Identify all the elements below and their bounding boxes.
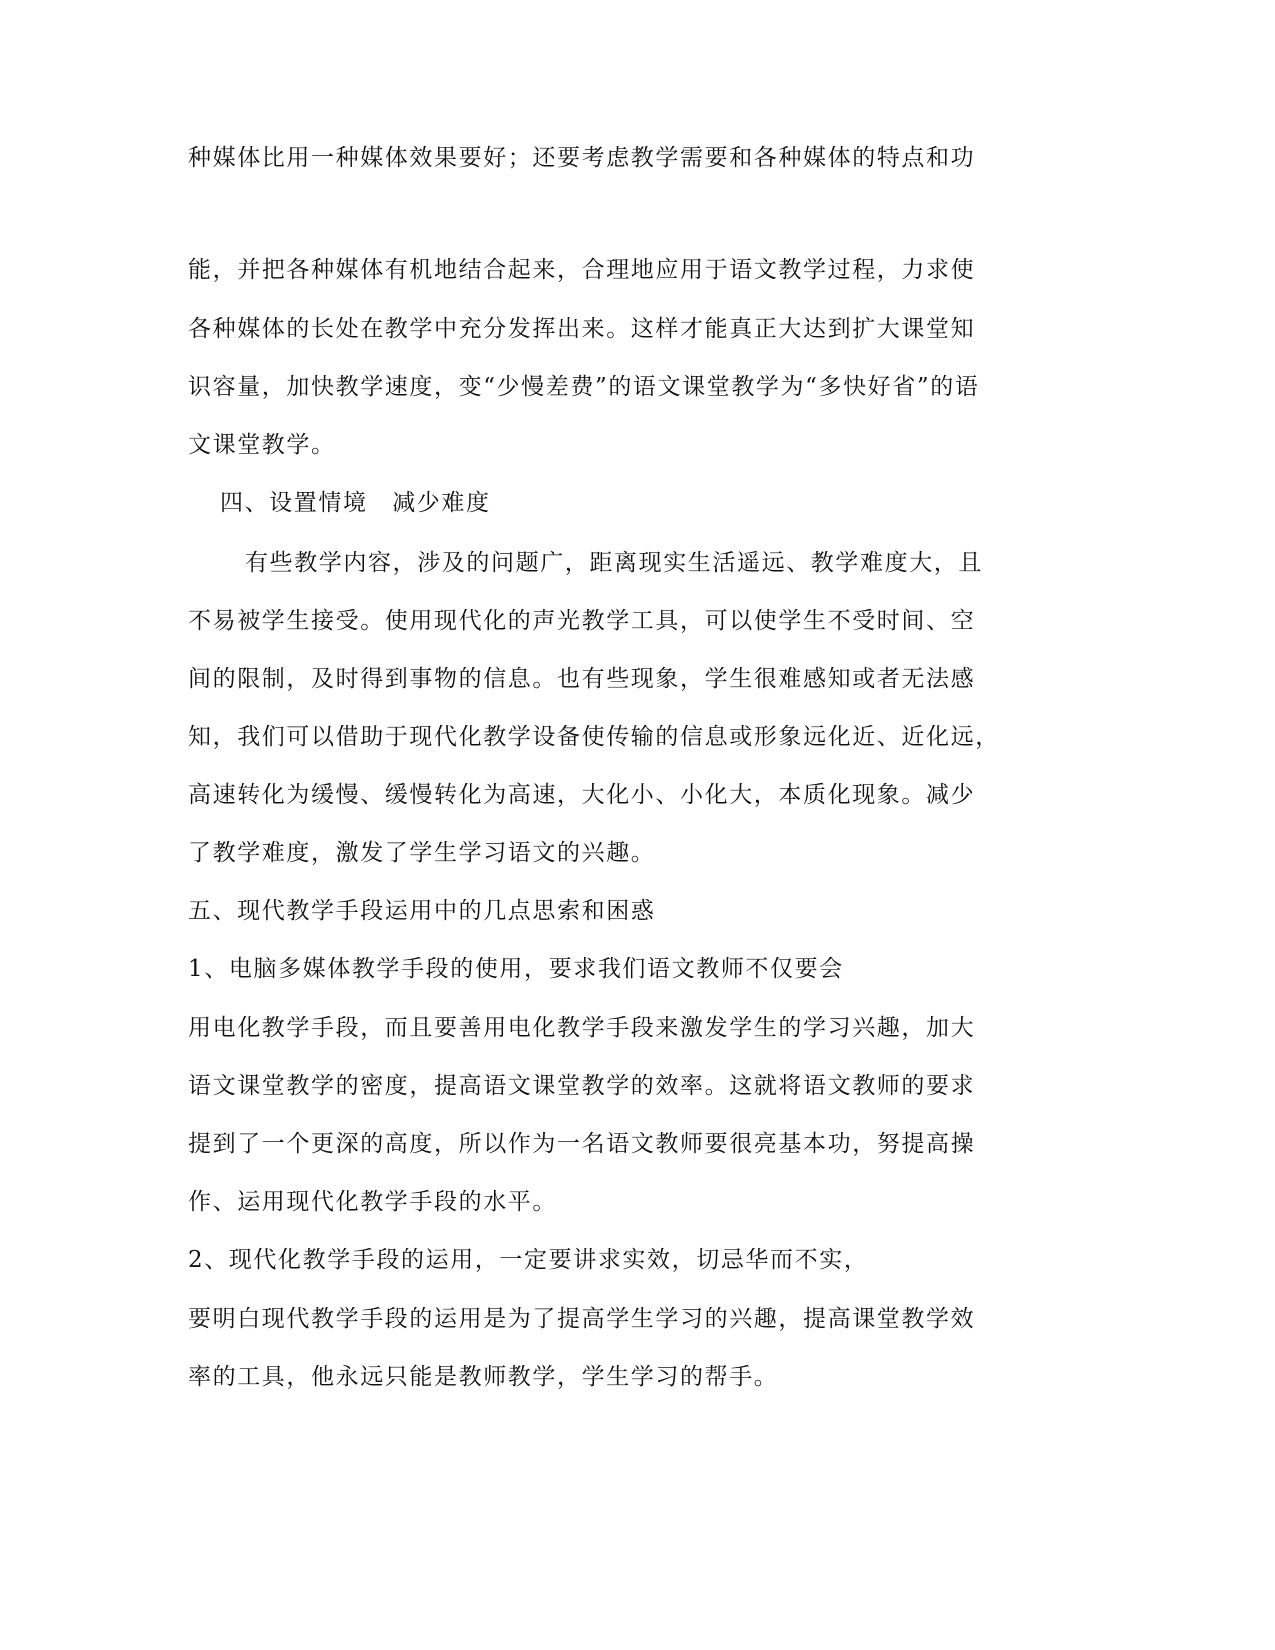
text-line-8: 不易被学生接受。使用现代化的声光教学工具，可以使学生不受时间、空 [188, 608, 976, 634]
text-line-12: 了教学难度，激发了学生学习语文的兴趣。 [188, 840, 656, 866]
text-line-20: 要明白现代教学手段的运用是为了提高学生学习的兴趣，提高课堂教学效 [188, 1306, 976, 1332]
section-heading-5: 五、现代教学手段运用中的几点思索和困惑 [188, 898, 656, 924]
text-line-11: 高速转化为缓慢、缓慢转化为高速，大化小、小化大，本质化现象。减少 [188, 782, 976, 808]
text-line-2: 能，并把各种媒体有机地结合起来，合理地应用于语文教学过程，力求使 [188, 257, 976, 283]
text-line-10: 知，我们可以借助于现代化教学设备使传输的信息或形象远化近、近化远， [188, 724, 1000, 750]
text-line-4: 识容量，加快教学速度，变“少慢差费”的语文课堂教学为“多快好省”的语 [188, 374, 980, 400]
text-line-3: 各种媒体的长处在教学中充分发挥出来。这样才能真正大达到扩大课堂知 [188, 316, 976, 342]
text-line-18: 作、运用现代化教学手段的水平。 [188, 1189, 557, 1215]
text-line-15: 用电化教学手段，而且要善用电化教学手段来激发学生的学习兴趣，加大 [188, 1015, 976, 1041]
text-line-7: 有些教学内容，涉及的问题广，距离现实生活遥远、教学难度大，且 [245, 550, 983, 576]
list-item-1-start: 1、电脑多媒体教学手段的使用，要求我们语文教师不仅要会 [188, 956, 844, 982]
section-heading-4: 四、设置情境 减少难度 [220, 490, 491, 516]
text-line-5: 文课堂教学。 [188, 432, 336, 458]
text-line-16: 语文课堂教学的密度，提高语文课堂教学的效率。这就将语文教师的要求 [188, 1073, 976, 1099]
text-line-1: 种媒体比用一种媒体效果要好；还要考虑教学需要和各种媒体的特点和功 [188, 145, 976, 171]
text-line-17: 提到了一个更深的高度，所以作为一名语文教师要很亮基本功，努提高操 [188, 1131, 976, 1157]
text-line-21: 率的工具，他永远只能是教师教学，学生学习的帮手。 [188, 1364, 779, 1390]
text-line-9: 间的限制，及时得到事物的信息。也有些现象，学生很难感知或者无法感 [188, 666, 976, 692]
list-item-2-start: 2、现代化教学手段的运用，一定要讲求实效，切忌华而不实， [188, 1247, 869, 1273]
